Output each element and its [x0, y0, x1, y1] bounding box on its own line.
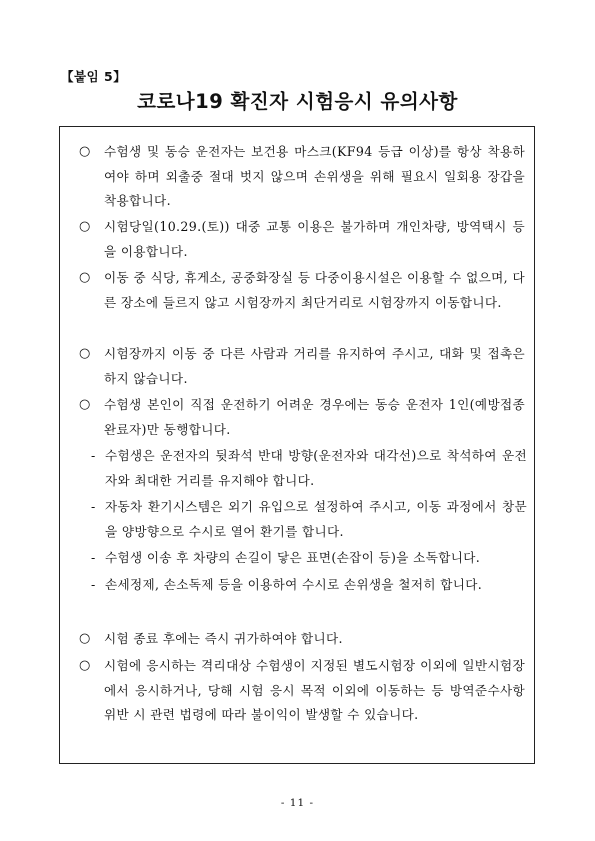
notice-item-text: 수험생 및 동승 운전자는 보건용 마스크(KF94 등급 이상)를 항상 착용하여야 하며 외출중 절대 벗지 않으며 손위생을 위해 필요시 일회용 장갑을 착용합니다. [104, 144, 525, 208]
notice-subitem-text: 자동차 환기시스템은 외기 유입으로 설정하여 주시고, 이동 과정에서 창문을 양방향으로 수시로 열어 환기를 합니다. [105, 499, 527, 539]
notice-item-mask [79, 140, 525, 214]
circle-bullet-icon: ○ [79, 346, 91, 361]
notice-subitem-ventilation [91, 495, 527, 544]
circle-bullet-icon: ○ [79, 270, 91, 285]
notice-item-route [79, 266, 525, 315]
notice-item-return-home [79, 627, 525, 652]
dash-mark: - [91, 448, 96, 463]
notice-subitem-text: 수험생은 운전자의 뒷좌석 반대 방향(운전자와 대각선)으로 착석하여 운전자와 최대한 거리를 유지해야 합니다. [105, 448, 527, 488]
page-title: 코로나19 확진자 시험응시 유의사항 [137, 90, 458, 113]
dash-mark: - [91, 577, 96, 592]
dash-mark: - [91, 499, 96, 514]
notice-item-text: 수험생 본인이 직접 운전하기 어려운 경우에는 동승 운전자 1인(예방접종 완료자)만 동행합니다. [104, 397, 525, 437]
notice-box [59, 126, 535, 764]
notice-item-text: 시험당일(10.29.(토)) 대중 교통 이용은 불가하며 개인차량, 방역택시 등을 이용합니다. [104, 219, 525, 259]
dash-mark: - [91, 550, 96, 565]
notice-item-text: 시험 종료 후에는 즉시 귀가하여야 합니다. [104, 631, 343, 646]
circle-bullet-icon: ○ [79, 219, 91, 234]
notice-item-text: 이동 중 식당, 휴게소, 공중화장실 등 다중이용시설은 이용할 수 없으며, 다른 장소에 들르지 않고 시험장까지 최단거리로 시험장까지 이동합니다. [104, 270, 525, 310]
notice-item-penalty [79, 654, 525, 728]
circle-bullet-icon: ○ [79, 397, 91, 412]
notice-item-driver [79, 393, 525, 442]
notice-subitem-disinfect [91, 546, 527, 571]
notice-subitem-seating [91, 444, 527, 493]
notice-item-transport [79, 215, 525, 264]
attachment-tag: 【붙임 5】 [61, 69, 127, 84]
page-number: - 11 - [280, 797, 315, 809]
notice-item-text: 시험장까지 이동 중 다른 사람과 거리를 유지하여 주시고, 대화 및 접촉은 하지 않습니다. [104, 346, 525, 386]
notice-item-text: 시험에 응시하는 격리대상 수험생이 지정된 별도시험장 이외에 일반시험장에서 응시하거나, 당해 시험 응시 목적 이외에 이동하는 등 방역준수사항 위반 시 관련 법령에 따라 불이익이 발생할 수 있습니다. [104, 658, 525, 722]
circle-bullet-icon: ○ [79, 144, 91, 159]
notice-subitem-text: 수험생 이송 후 차량의 손길이 닿은 표면(손잡이 등)을 소독합니다. [105, 550, 481, 565]
circle-bullet-icon: ○ [79, 658, 91, 673]
notice-subitem-text: 손세정제, 손소독제 등을 이용하여 수시로 손위생을 철저히 합니다. [105, 577, 483, 592]
circle-bullet-icon: ○ [79, 631, 91, 646]
notice-item-distance [79, 342, 525, 391]
notice-subitem-hygiene [91, 573, 527, 598]
